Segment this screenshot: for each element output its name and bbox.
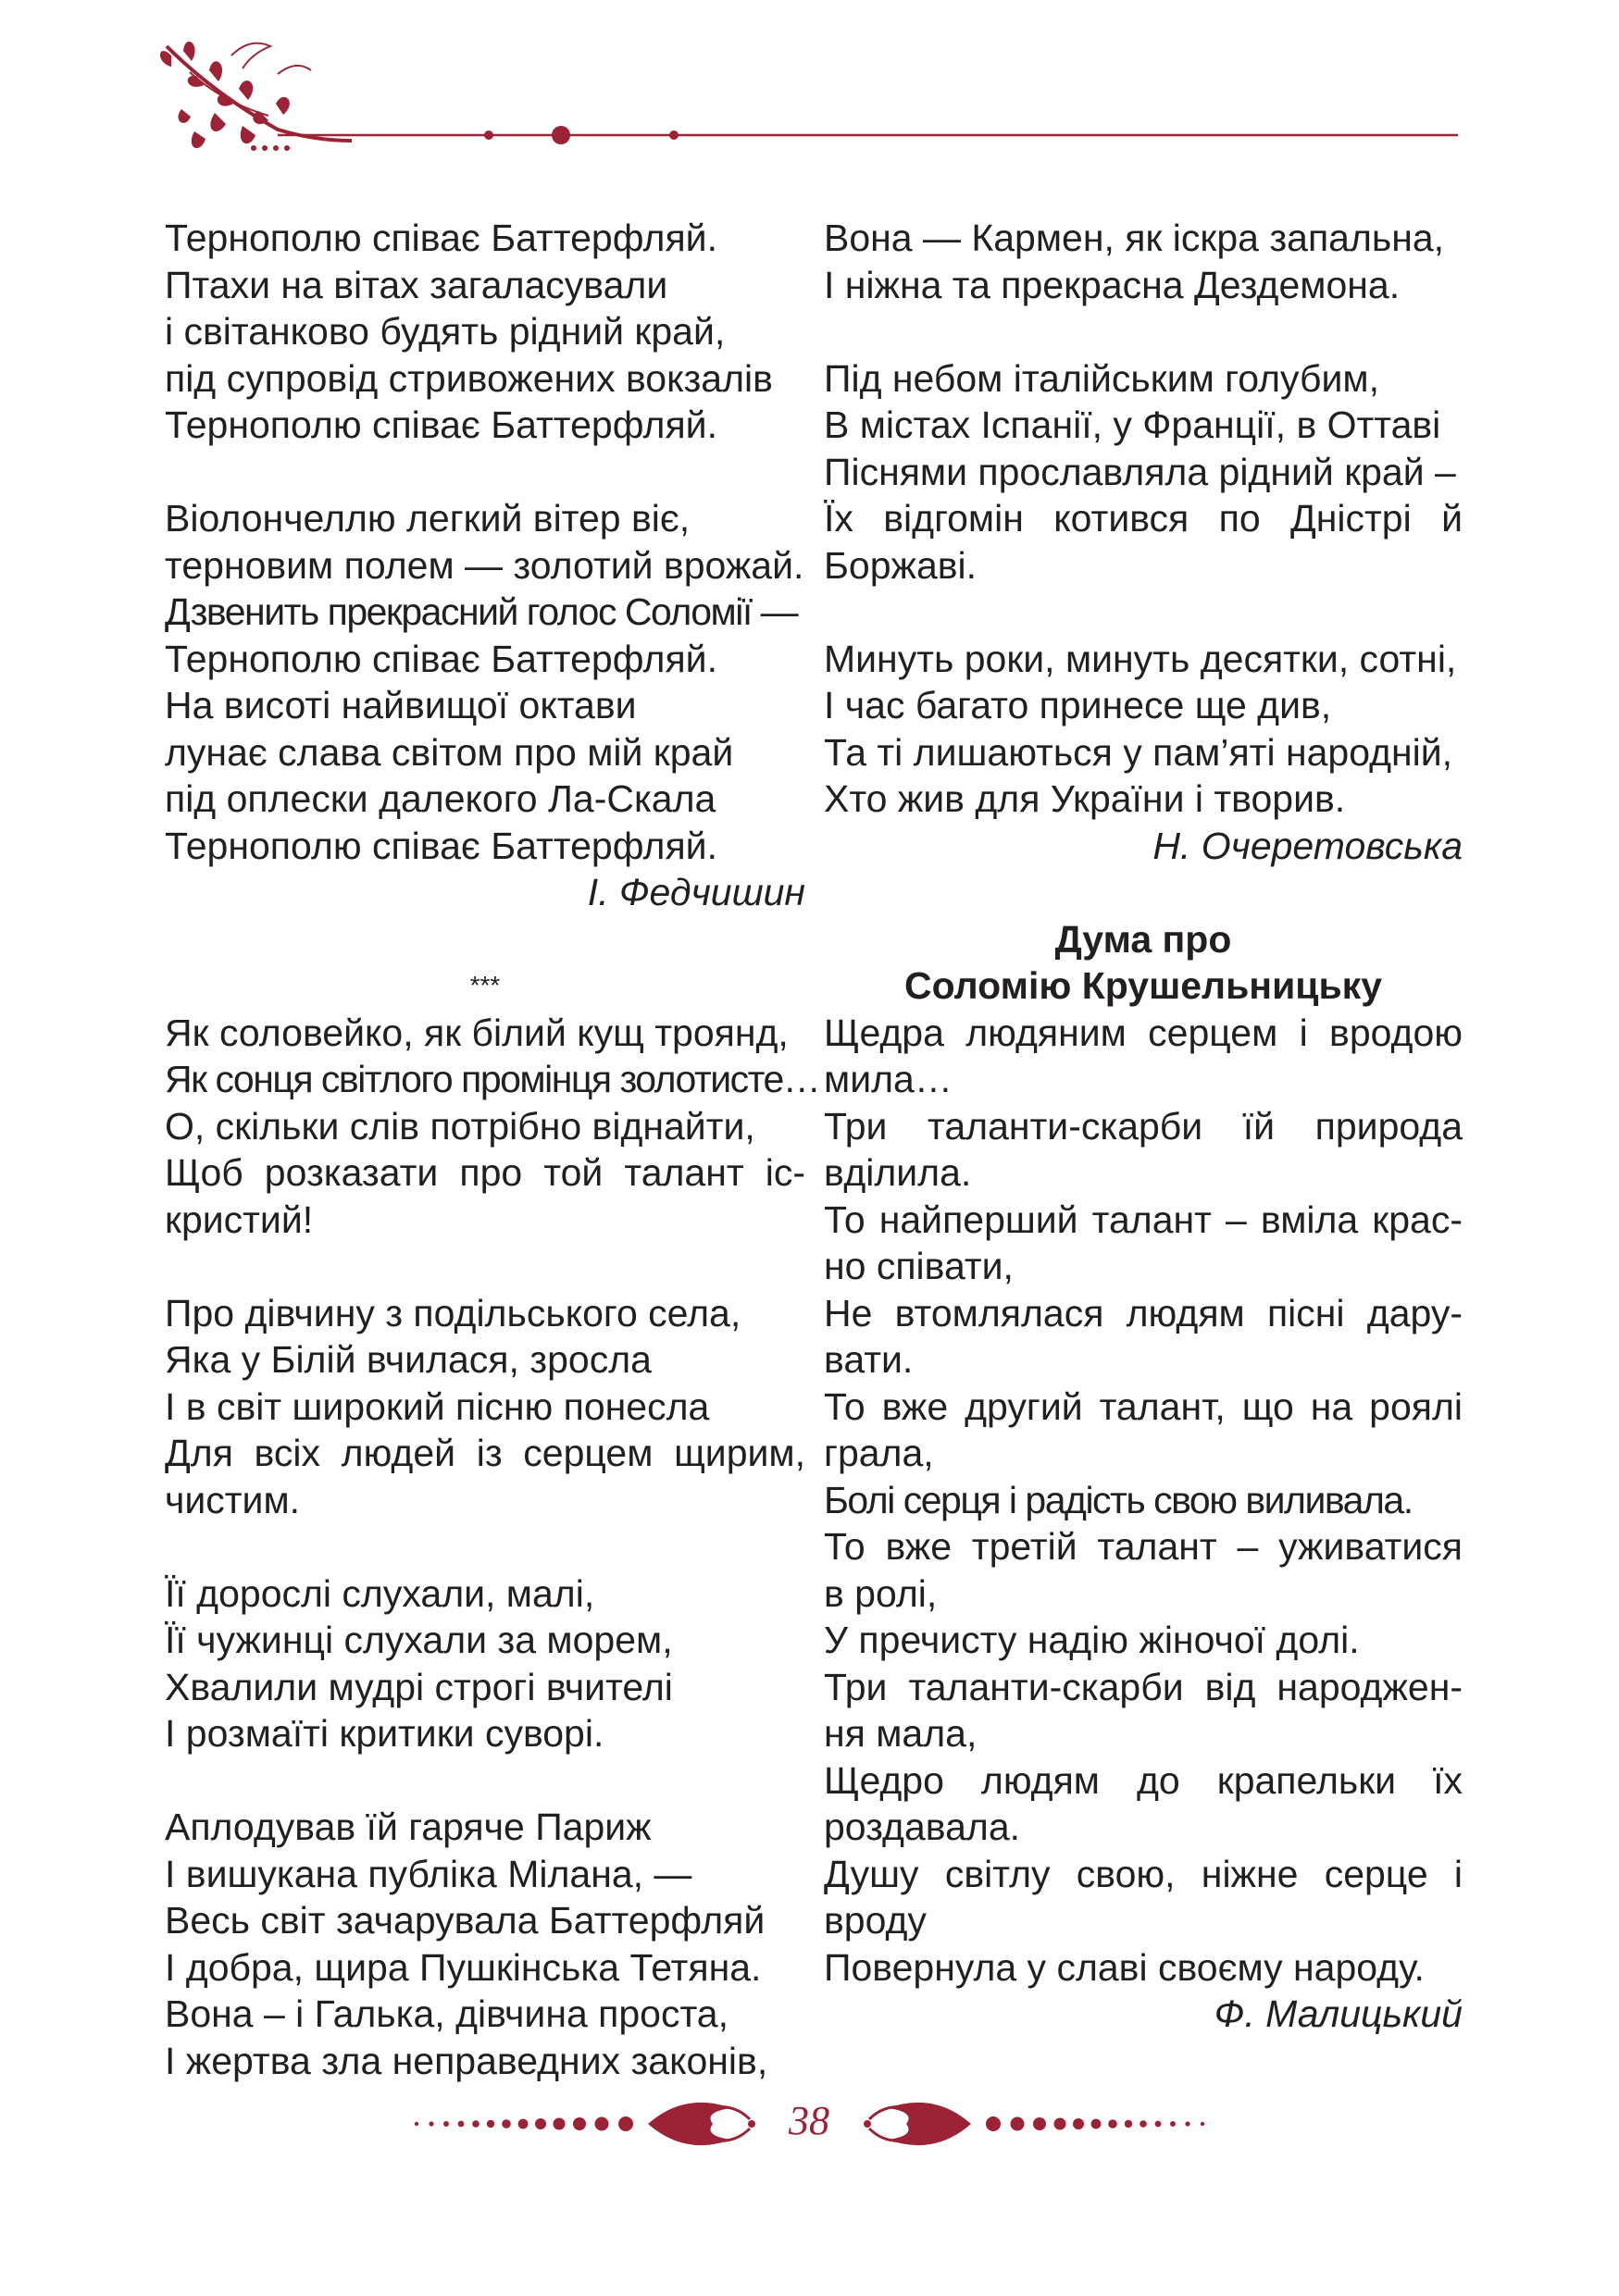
poem-line: О, скільки слів потрібно віднайти, (165, 1104, 755, 1148)
poem-line: і світанково будять рідний край, (165, 310, 726, 353)
poem-line: Три таланти-скарби від народжен- (824, 1665, 1463, 1708)
poem-line: Тернополю співає Баттерфляй. (165, 217, 717, 259)
poem-line: вати. (824, 1338, 914, 1381)
poem-line: Дзвенить прекрасний голос Соломії — (165, 590, 798, 633)
stanza (165, 1804, 805, 2084)
poem-line: То вже другий талант, що на роялі (824, 1384, 1463, 1428)
poem-line: терновим полем — золотий врожай. (165, 543, 804, 587)
poem-line: І жертва зла неправедних законів, (165, 2039, 768, 2082)
poem-line: Віолончеллю легкий вітер віє, (165, 497, 691, 540)
poem-line: вроду (824, 1899, 927, 1942)
poem-line: Повернула у славі своєму народу. (824, 1945, 1425, 1989)
poem-line: роздавала. (824, 1806, 1021, 1848)
stanza (165, 1010, 820, 1244)
page-number: 38 (789, 2098, 829, 2143)
stanza (824, 215, 1463, 308)
stanza (165, 1570, 805, 1757)
poem-line: І в світ широкий пісню понесла (165, 1384, 710, 1428)
poem-line: Як сонця світлого промінця золотисте… (165, 1058, 820, 1100)
left-column (165, 215, 820, 2084)
stanza (824, 355, 1463, 590)
author-signature: І. Федчишин (587, 871, 805, 913)
stanza (165, 495, 805, 869)
poem-line: в ролі, (824, 1571, 938, 1615)
poem-line: Їх відгомін котився по Дністрі й (824, 497, 1463, 540)
author-signature: Ф. Малицький (1214, 1992, 1463, 2035)
poem-line: Під небом італійським голубим, (824, 356, 1379, 400)
poem-line: Тернополю співає Баттерфляй. (165, 637, 717, 680)
poem-line: Щедра людяним серцем і вродою (824, 1011, 1463, 1054)
poem-line: Тернополю співає Баттерфляй. (165, 403, 717, 446)
poem-line: Вона — Кармен, як іскра запальна, (824, 217, 1445, 259)
poem-line: Та ті лишаються у пам’яті народній, (824, 730, 1453, 774)
poem-line: під оплески далекого Ла-Скала (165, 777, 716, 820)
poem-line: Аплодував їй гаряче Париж (165, 1806, 652, 1848)
poem-line: І вишукана публіка Мілана, — (165, 1852, 692, 1895)
poem-line: В містах Іспанії, у Франції, в Оттаві (824, 403, 1441, 446)
section-separator: *** (469, 971, 501, 999)
poem-line: Піснями прославляла рідний край – (824, 450, 1456, 493)
poem-line: Про дівчину з подільського села, (165, 1291, 741, 1334)
poem-line: Душу світлу свою, ніжне серце і (824, 1852, 1463, 1895)
poem-line: Весь світ зачарувала Баттерфляй (165, 1899, 766, 1942)
stanza (165, 215, 805, 449)
stanza (824, 636, 1463, 823)
right-column (824, 215, 1463, 2038)
poem-line: І час багато принесе ще див, (824, 684, 1332, 726)
poem-line: чистим. (165, 1478, 301, 1521)
poem-line: лунає слава світом про мій край (165, 730, 734, 774)
poem-line: Як соловейко, як білий кущ троянд, (165, 1011, 789, 1054)
poem-line: Її дорослі слухали, малі, (165, 1571, 595, 1615)
poem-line: ня мала, (824, 1712, 978, 1755)
poem-line: Щедро людям до крапельки їх (824, 1758, 1463, 1802)
poem-line: Вона – і Галька, дівчина проста, (165, 1992, 729, 2035)
poem-line: Болі серця і радість свою виливала. (824, 1478, 1413, 1521)
poem-line: Хто жив для України і творив. (824, 777, 1346, 820)
poem-line: Для всіх людей із серцем щирим, (165, 1432, 805, 1474)
author-signature: Н. Очеретовська (1152, 824, 1463, 867)
poem-line: Минуть роки, минуть десятки, сотні, (824, 637, 1457, 680)
poem-line: І добра, щира Пушкінська Тетяна. (165, 1945, 762, 1989)
stanza (824, 1010, 1463, 1992)
poem-title-line: Дума про (1054, 917, 1232, 961)
poem-title (824, 916, 1463, 1010)
stanza (165, 1290, 805, 1524)
poem-line: На висоті найвищої октави (165, 684, 637, 726)
poem-line: То вже третій талант – уживатися (824, 1525, 1463, 1568)
poem-line: Щоб розказати про той талант іс- (165, 1151, 805, 1194)
poem-line: Хвалили мудрі строгі вчителі (165, 1665, 673, 1708)
poem-line: вділила. (824, 1151, 972, 1194)
poem-line: Боржаві. (824, 543, 978, 587)
poem-line: Птахи на вітах загаласували (165, 263, 668, 306)
poem-line: Не втомлялася людям пісні дару- (824, 1291, 1463, 1334)
poem-line: під супровід стривожених вокзалів (165, 356, 773, 400)
poem-line: І розмаїті критики суворі. (165, 1712, 604, 1755)
poem-line: То найперший талант – вміла крас- (824, 1198, 1463, 1241)
poem-line: но співати, (824, 1245, 1014, 1287)
poem-line: Тернополю співає Баттерфляй. (165, 824, 717, 867)
poem-line: І ніжна та прекрасна Дездемона. (824, 263, 1401, 306)
header-floral-ornament (0, 0, 1619, 213)
poem-line: грала, (824, 1432, 934, 1474)
poem-line: кристий! (165, 1198, 314, 1241)
poem-line: У пречисту надію жіночої долі. (824, 1619, 1360, 1661)
poem-line: Яка у Білій вчилася, зросла (165, 1338, 652, 1381)
poem-line: Три таланти-скарби їй природа (824, 1104, 1463, 1148)
poem-title-line: Соломію Крушельницьку (903, 964, 1383, 1007)
poem-line: Її чужинці слухали за морем, (165, 1619, 673, 1661)
poem-line: мила… (824, 1058, 953, 1100)
